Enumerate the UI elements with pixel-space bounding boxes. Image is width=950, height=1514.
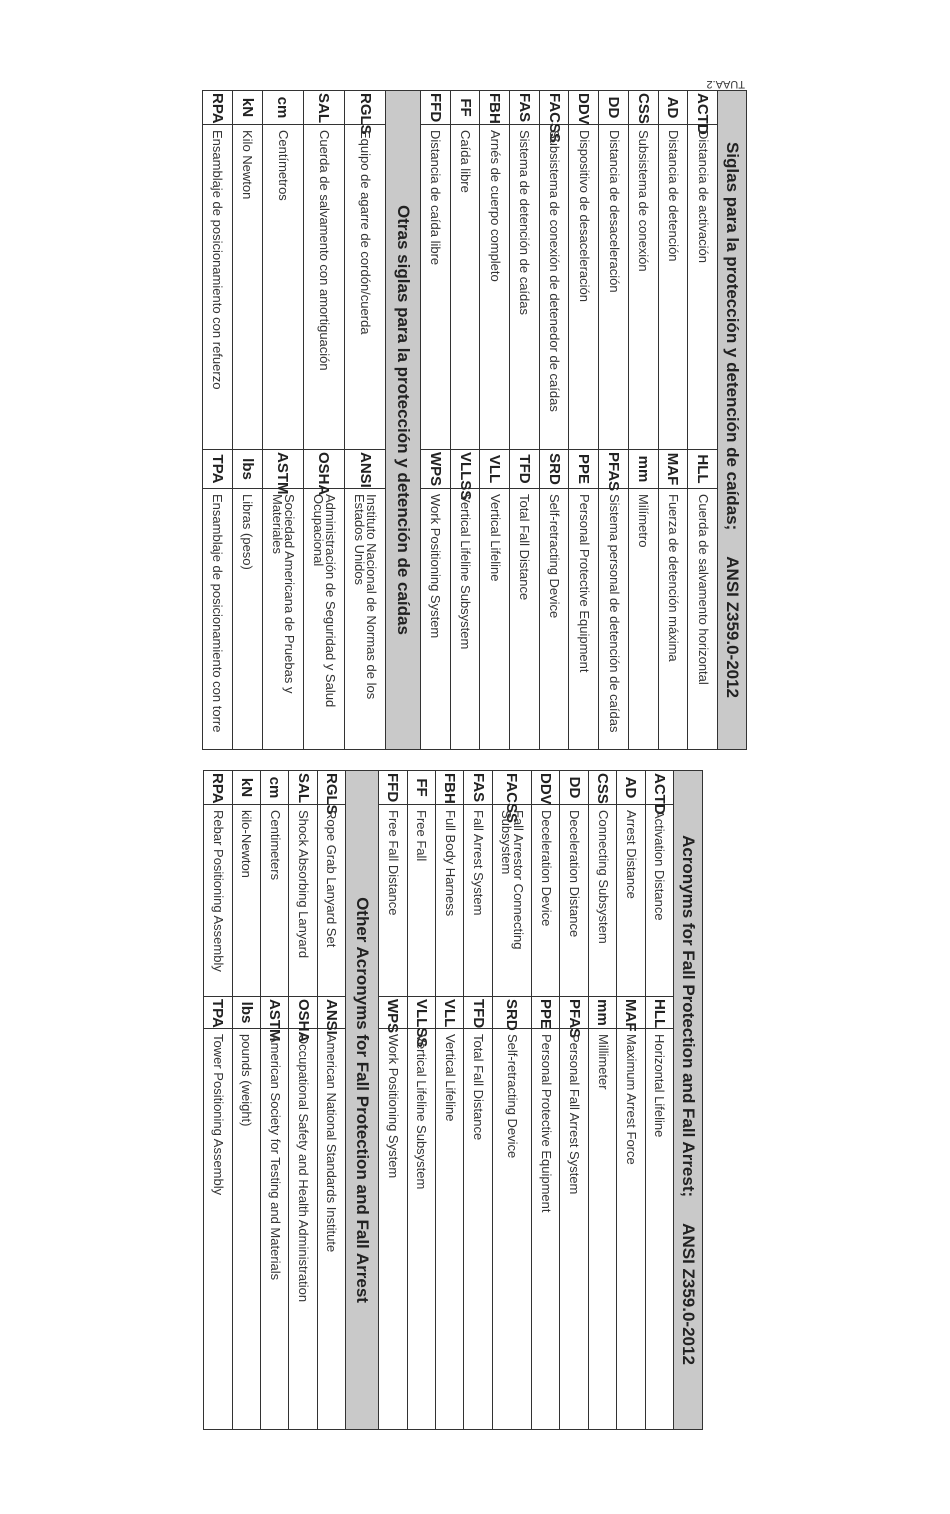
acronym: CSS: [588, 771, 616, 805]
acronym: FACSS: [539, 91, 569, 125]
acronym-row: [599, 91, 629, 750]
acronym-definition: Occupational Safety and Health Administration: [289, 1029, 317, 1430]
acronym-definition: Distancia de activación: [688, 125, 718, 450]
acronym: ASTM: [262, 450, 303, 489]
acronym-definition: American National Standards Institute: [317, 1029, 345, 1430]
acronym-definition: Distancia de desaceleración: [599, 125, 629, 450]
acronym-row: [345, 91, 386, 750]
acronym: SRD: [539, 450, 569, 489]
acronym: MAF: [617, 997, 645, 1029]
acronym-definition: Instituto Nacional de Normas de los Estados Unidos: [345, 489, 386, 750]
acronym: TFD: [464, 997, 492, 1029]
acronym-definition: Fall Arrest System: [464, 805, 492, 997]
acronym-definition: Ensamblaje de posicionamiento con refuerzo: [203, 125, 233, 450]
acronym: ASTM: [260, 997, 288, 1029]
acronym: HLL: [645, 997, 673, 1029]
acronym: FBH: [480, 91, 510, 125]
acronym-definition: Distancia de caída libre: [420, 125, 450, 450]
acronym: ANSI: [317, 997, 345, 1029]
acronym-definition: Total Fall Distance: [464, 1029, 492, 1430]
acronym-row: [645, 771, 673, 1430]
acronym-row: [617, 771, 645, 1430]
acronym: SAL: [289, 771, 317, 805]
acronym: lbs: [232, 997, 260, 1029]
acronym-definition: Sistema de detención de caídas: [510, 125, 540, 450]
acronym: VLLSS: [407, 997, 435, 1029]
acronym: lbs: [232, 450, 262, 489]
acronym-definition: Horizontal Lifeline: [645, 1029, 673, 1430]
acronym-definition: Total Fall Distance: [510, 489, 540, 750]
acronym: FACSS: [492, 771, 531, 805]
acronym: DD: [599, 91, 629, 125]
acronym: AD: [617, 771, 645, 805]
acronym-row: [688, 91, 718, 750]
page-code: TUAA.2: [706, 78, 745, 90]
acronym-definition: Subsistema de conexión: [628, 125, 658, 450]
acronym: cm: [262, 91, 303, 125]
acronym-definition: Personal Protective Equipment: [532, 1029, 560, 1430]
acronym: MAF: [658, 450, 688, 489]
acronym: FF: [407, 771, 435, 805]
acronym: VLLSS: [450, 450, 480, 489]
acronym: RPA: [204, 771, 233, 805]
acronym-row: [569, 91, 599, 750]
acronym: FBH: [435, 771, 463, 805]
acronym-definition: Arnés de cuerpo completo: [480, 125, 510, 450]
acronym-definition: Self-retracting Device: [492, 1029, 531, 1430]
section-header-row: [346, 771, 379, 1430]
acronym-row: [510, 91, 540, 750]
acronym-definition: Centímetros: [262, 125, 303, 450]
english-acronym-table-wrapper: [203, 770, 703, 1430]
standard-label: ANSI Z359.0-2012: [679, 1223, 698, 1365]
acronym: ACTD: [645, 771, 673, 805]
acronym: SRD: [492, 997, 531, 1029]
acronym-row: [203, 91, 233, 750]
acronym-row: [232, 771, 260, 1430]
acronym-definition: Full Body Harness: [435, 805, 463, 997]
acronym-definition: Sistema personal de detención de caídas: [599, 489, 629, 750]
spanish-acronym-table: [202, 90, 747, 750]
table-title: [674, 771, 703, 1430]
spanish-acronym-table-wrapper: [202, 90, 747, 750]
acronym-row: [407, 771, 435, 1430]
acronym: OSHA: [289, 997, 317, 1029]
acronym: VLL: [435, 997, 463, 1029]
acronym-definition: Centimeters: [260, 805, 288, 997]
acronym-row: [289, 771, 317, 1430]
acronym-definition: Administración de Seguridad y Salud Ocupacional: [303, 489, 344, 750]
acronym-definition: Deceleration Device: [532, 805, 560, 997]
acronym-definition: Shock Absorbing Lanyard: [289, 805, 317, 997]
acronym: DDV: [532, 771, 560, 805]
acronym-row: [420, 91, 450, 750]
acronym-row: [260, 771, 288, 1430]
acronym: DDV: [569, 91, 599, 125]
acronym-definition: Fall Arrestor Connecting Subsystem: [492, 805, 531, 997]
acronym-row: [317, 771, 345, 1430]
acronym: FAS: [510, 91, 540, 125]
acronym-row: [435, 771, 463, 1430]
acronym: kN: [232, 771, 260, 805]
table-title-row: [718, 91, 747, 750]
acronym-row: [532, 771, 560, 1430]
acronym-row: [450, 91, 480, 750]
acronym-row: [303, 91, 344, 750]
acronym-definition: Vertical Lifeline Subsystem: [407, 1029, 435, 1430]
acronym: FFD: [379, 771, 407, 805]
acronym-definition: Vertical Lifeline Subsystem: [450, 489, 480, 750]
acronym: FFD: [420, 91, 450, 125]
acronym: AD: [658, 91, 688, 125]
acronym-definition: Caída libre: [450, 125, 480, 450]
acronym-row: [379, 771, 407, 1430]
acronym-definition: pounds (weight): [232, 1029, 260, 1430]
acronym-definition: Connecting Subsystem: [588, 805, 616, 997]
english-acronym-table: [203, 770, 703, 1430]
acronym: DD: [560, 771, 588, 805]
acronym-row: [539, 91, 569, 750]
acronym-definition: Equipo de agarre de cordón/cuerda: [345, 125, 386, 450]
standard-label: ANSI Z359.0-2012: [723, 556, 742, 699]
acronym-definition: Free Fall Distance: [379, 805, 407, 997]
acronym: CSS: [628, 91, 658, 125]
acronym-definition: Vertical Lifeline: [435, 1029, 463, 1430]
acronym-definition: Work Positioning System: [379, 1029, 407, 1430]
acronym-definition: Maximum Arrest Force: [617, 1029, 645, 1430]
acronym-definition: Kilo Newton: [232, 125, 262, 450]
acronym: OSHA: [303, 450, 344, 489]
acronym: HLL: [688, 450, 718, 489]
acronym-row: [588, 771, 616, 1430]
acronym-row: [492, 771, 531, 1430]
acronym-row: [232, 91, 262, 750]
acronym: FF: [450, 91, 480, 125]
acronym: kN: [232, 91, 262, 125]
acronym-row: [560, 771, 588, 1430]
acronym: SAL: [303, 91, 344, 125]
section-header-row: [386, 91, 421, 750]
table-title-row: [674, 771, 703, 1430]
acronym: TPA: [204, 997, 233, 1029]
acronym-definition: Rebar Positioning Assembly: [204, 805, 233, 997]
acronym: RGLS: [345, 91, 386, 125]
acronym: WPS: [379, 997, 407, 1029]
table-title-text: Siglas para la protección y detención de caídas;: [723, 141, 742, 531]
acronym: PFAS: [560, 997, 588, 1029]
acronym: ACTD: [688, 91, 718, 125]
acronym-row: [204, 771, 233, 1430]
acronym-definition: Cuerda de salvamento horizontal: [688, 489, 718, 750]
acronym-definition: Deceleration Distance: [560, 805, 588, 997]
acronym-definition: Subsistema de conexión de detenedor de caídas: [539, 125, 569, 450]
acronym: PPE: [569, 450, 599, 489]
acronym-definition: Sociedad Americana de Pruebas y Materiales: [262, 489, 303, 750]
acronym-row: [464, 771, 492, 1430]
acronym: PFAS: [599, 450, 629, 489]
table-title-text: Acronyms for Fall Protection and Fall Arrest;: [679, 835, 698, 1198]
acronym: mm: [588, 997, 616, 1029]
acronym-definition: Dispositivo de desaceleración: [569, 125, 599, 450]
acronym-definition: American Society for Testing and Materials: [260, 1029, 288, 1430]
acronym-definition: Milímetro: [628, 489, 658, 750]
acronym-definition: Cuerda de salvamento con amortiguación: [303, 125, 344, 450]
acronym-definition: Tower Positioning Assembly: [204, 1029, 233, 1430]
acronym-definition: Vertical Lifeline: [480, 489, 510, 750]
acronym-definition: Self-retracting Device: [539, 489, 569, 750]
acronym-definition: Work Positioning System: [420, 489, 450, 750]
acronym-definition: kilo-Newton: [232, 805, 260, 997]
acronym-row: [480, 91, 510, 750]
acronym-definition: Ensamblaje de posicionamiento con torre: [203, 489, 233, 750]
acronym-definition: Fuerza de detención máxima: [658, 489, 688, 750]
acronym: TPA: [203, 450, 233, 489]
acronym: mm: [628, 450, 658, 489]
acronym: ANSI: [345, 450, 386, 489]
acronym-definition: Personal Fall Arrest System: [560, 1029, 588, 1430]
acronym: FAS: [464, 771, 492, 805]
acronym-definition: Free Fall: [407, 805, 435, 997]
acronym-row: [628, 91, 658, 750]
acronym-definition: Millimeter: [588, 1029, 616, 1430]
section-title: Other Acronyms for Fall Protection and Fall Arrest: [346, 771, 379, 1430]
acronym: VLL: [480, 450, 510, 489]
acronym-definition: Personal Protective Equipment: [569, 489, 599, 750]
acronym: TFD: [510, 450, 540, 489]
acronym: PPE: [532, 997, 560, 1029]
acronym: RPA: [203, 91, 233, 125]
acronym-definition: Distancia de detención: [658, 125, 688, 450]
acronym-row: [658, 91, 688, 750]
acronym: cm: [260, 771, 288, 805]
acronym: WPS: [420, 450, 450, 489]
acronym-definition: Libras (peso): [232, 489, 262, 750]
acronym-definition: Arrest Distance: [617, 805, 645, 997]
acronym-definition: Rope Grab Lanyard Set: [317, 805, 345, 997]
acronym: RGLS: [317, 771, 345, 805]
acronym-row: [262, 91, 303, 750]
section-title: Otras siglas para la protección y detención de caídas: [386, 91, 421, 750]
acronym-definition: Activation Distance: [645, 805, 673, 997]
table-title: [718, 91, 747, 750]
